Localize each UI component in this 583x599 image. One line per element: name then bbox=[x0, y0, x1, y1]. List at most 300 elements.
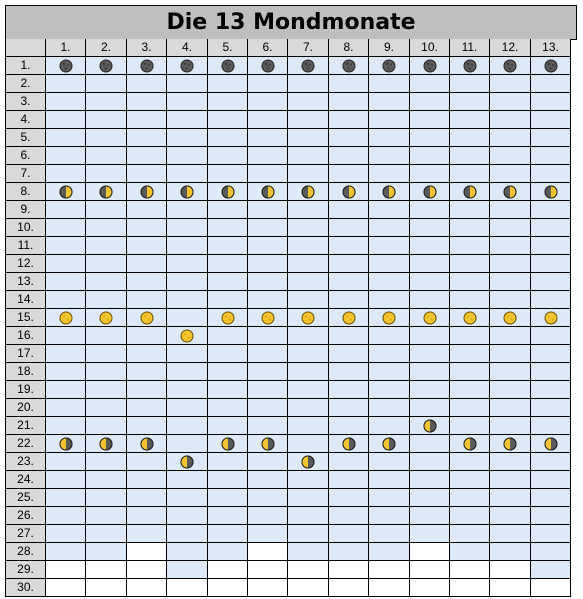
day-cell[interactable] bbox=[248, 327, 288, 345]
day-cell[interactable] bbox=[86, 57, 127, 75]
day-cell[interactable] bbox=[86, 183, 127, 201]
day-cell[interactable] bbox=[531, 309, 571, 327]
day-cell[interactable] bbox=[329, 75, 369, 93]
day-cell[interactable] bbox=[248, 543, 288, 561]
day-cell[interactable] bbox=[410, 561, 450, 579]
day-cell[interactable] bbox=[248, 309, 288, 327]
day-cell[interactable] bbox=[410, 273, 450, 291]
day-cell[interactable] bbox=[450, 471, 490, 489]
day-cell[interactable] bbox=[248, 489, 288, 507]
day-cell[interactable] bbox=[248, 201, 288, 219]
day-cell[interactable] bbox=[46, 273, 86, 291]
day-cell[interactable] bbox=[288, 147, 329, 165]
day-cell[interactable] bbox=[490, 489, 531, 507]
day-cell[interactable] bbox=[46, 471, 86, 489]
day-cell[interactable] bbox=[127, 273, 167, 291]
day-cell[interactable] bbox=[167, 579, 208, 597]
day-cell[interactable] bbox=[86, 471, 127, 489]
day-cell[interactable] bbox=[248, 57, 288, 75]
day-cell[interactable] bbox=[369, 309, 410, 327]
day-cell[interactable] bbox=[531, 255, 571, 273]
day-cell[interactable] bbox=[329, 453, 369, 471]
day-cell[interactable] bbox=[167, 417, 208, 435]
day-cell[interactable] bbox=[329, 381, 369, 399]
day-cell[interactable] bbox=[248, 579, 288, 597]
day-cell[interactable] bbox=[410, 507, 450, 525]
day-cell[interactable] bbox=[369, 219, 410, 237]
day-cell[interactable] bbox=[127, 399, 167, 417]
day-cell[interactable] bbox=[329, 93, 369, 111]
day-cell[interactable] bbox=[490, 57, 531, 75]
day-cell[interactable] bbox=[86, 345, 127, 363]
day-cell[interactable] bbox=[450, 255, 490, 273]
day-cell[interactable] bbox=[127, 561, 167, 579]
day-cell[interactable] bbox=[369, 93, 410, 111]
day-cell[interactable] bbox=[410, 93, 450, 111]
day-cell[interactable] bbox=[248, 111, 288, 129]
day-cell[interactable] bbox=[531, 381, 571, 399]
day-cell[interactable] bbox=[288, 75, 329, 93]
day-cell[interactable] bbox=[369, 435, 410, 453]
day-cell[interactable] bbox=[450, 525, 490, 543]
day-cell[interactable] bbox=[86, 507, 127, 525]
day-cell[interactable] bbox=[167, 363, 208, 381]
day-cell[interactable] bbox=[369, 579, 410, 597]
day-cell[interactable] bbox=[288, 471, 329, 489]
day-cell[interactable] bbox=[167, 255, 208, 273]
day-cell[interactable] bbox=[167, 471, 208, 489]
day-cell[interactable] bbox=[531, 579, 571, 597]
day-cell[interactable] bbox=[531, 111, 571, 129]
day-cell[interactable] bbox=[410, 291, 450, 309]
day-cell[interactable] bbox=[450, 111, 490, 129]
day-cell[interactable] bbox=[127, 525, 167, 543]
day-cell[interactable] bbox=[369, 345, 410, 363]
day-cell[interactable] bbox=[127, 381, 167, 399]
day-cell[interactable] bbox=[531, 417, 571, 435]
day-cell[interactable] bbox=[329, 147, 369, 165]
day-cell[interactable] bbox=[531, 543, 571, 561]
day-cell[interactable] bbox=[208, 327, 248, 345]
day-cell[interactable] bbox=[450, 147, 490, 165]
day-cell[interactable] bbox=[167, 435, 208, 453]
day-cell[interactable] bbox=[288, 219, 329, 237]
day-cell[interactable] bbox=[410, 255, 450, 273]
day-cell[interactable] bbox=[450, 345, 490, 363]
day-cell[interactable] bbox=[248, 525, 288, 543]
day-cell[interactable] bbox=[288, 345, 329, 363]
day-cell[interactable] bbox=[288, 543, 329, 561]
day-cell[interactable] bbox=[490, 363, 531, 381]
day-cell[interactable] bbox=[127, 471, 167, 489]
day-cell[interactable] bbox=[531, 129, 571, 147]
day-cell[interactable] bbox=[86, 399, 127, 417]
day-cell[interactable] bbox=[86, 273, 127, 291]
day-cell[interactable] bbox=[369, 273, 410, 291]
day-cell[interactable] bbox=[86, 111, 127, 129]
day-cell[interactable] bbox=[450, 543, 490, 561]
day-cell[interactable] bbox=[450, 579, 490, 597]
day-cell[interactable] bbox=[490, 579, 531, 597]
day-cell[interactable] bbox=[450, 309, 490, 327]
day-cell[interactable] bbox=[490, 111, 531, 129]
day-cell[interactable] bbox=[531, 525, 571, 543]
day-cell[interactable] bbox=[248, 471, 288, 489]
day-cell[interactable] bbox=[86, 129, 127, 147]
day-cell[interactable] bbox=[46, 129, 86, 147]
day-cell[interactable] bbox=[208, 57, 248, 75]
day-cell[interactable] bbox=[369, 417, 410, 435]
day-cell[interactable] bbox=[127, 453, 167, 471]
day-cell[interactable] bbox=[490, 561, 531, 579]
day-cell[interactable] bbox=[369, 471, 410, 489]
day-cell[interactable] bbox=[127, 309, 167, 327]
day-cell[interactable] bbox=[490, 201, 531, 219]
day-cell[interactable] bbox=[46, 183, 86, 201]
day-cell[interactable] bbox=[329, 183, 369, 201]
day-cell[interactable] bbox=[450, 507, 490, 525]
day-cell[interactable] bbox=[248, 255, 288, 273]
day-cell[interactable] bbox=[86, 453, 127, 471]
day-cell[interactable] bbox=[531, 183, 571, 201]
day-cell[interactable] bbox=[450, 453, 490, 471]
day-cell[interactable] bbox=[127, 111, 167, 129]
day-cell[interactable] bbox=[208, 219, 248, 237]
day-cell[interactable] bbox=[46, 543, 86, 561]
day-cell[interactable] bbox=[490, 291, 531, 309]
day-cell[interactable] bbox=[208, 165, 248, 183]
day-cell[interactable] bbox=[248, 219, 288, 237]
day-cell[interactable] bbox=[46, 525, 86, 543]
day-cell[interactable] bbox=[369, 75, 410, 93]
day-cell[interactable] bbox=[329, 435, 369, 453]
day-cell[interactable] bbox=[167, 543, 208, 561]
day-cell[interactable] bbox=[46, 381, 86, 399]
day-cell[interactable] bbox=[86, 381, 127, 399]
day-cell[interactable] bbox=[410, 219, 450, 237]
day-cell[interactable] bbox=[46, 93, 86, 111]
day-cell[interactable] bbox=[410, 381, 450, 399]
day-cell[interactable] bbox=[531, 453, 571, 471]
day-cell[interactable] bbox=[369, 183, 410, 201]
day-cell[interactable] bbox=[450, 183, 490, 201]
day-cell[interactable] bbox=[46, 507, 86, 525]
day-cell[interactable] bbox=[329, 471, 369, 489]
day-cell[interactable] bbox=[127, 435, 167, 453]
day-cell[interactable] bbox=[86, 489, 127, 507]
day-cell[interactable] bbox=[167, 525, 208, 543]
day-cell[interactable] bbox=[410, 327, 450, 345]
day-cell[interactable] bbox=[86, 309, 127, 327]
day-cell[interactable] bbox=[450, 201, 490, 219]
day-cell[interactable] bbox=[531, 471, 571, 489]
day-cell[interactable] bbox=[329, 489, 369, 507]
day-cell[interactable] bbox=[369, 363, 410, 381]
day-cell[interactable] bbox=[410, 453, 450, 471]
day-cell[interactable] bbox=[208, 489, 248, 507]
day-cell[interactable] bbox=[531, 507, 571, 525]
day-cell[interactable] bbox=[490, 93, 531, 111]
day-cell[interactable] bbox=[167, 399, 208, 417]
day-cell[interactable] bbox=[167, 183, 208, 201]
day-cell[interactable] bbox=[450, 291, 490, 309]
day-cell[interactable] bbox=[248, 507, 288, 525]
day-cell[interactable] bbox=[86, 561, 127, 579]
day-cell[interactable] bbox=[369, 327, 410, 345]
day-cell[interactable] bbox=[531, 291, 571, 309]
day-cell[interactable] bbox=[208, 201, 248, 219]
day-cell[interactable] bbox=[288, 435, 329, 453]
day-cell[interactable] bbox=[86, 435, 127, 453]
day-cell[interactable] bbox=[531, 57, 571, 75]
day-cell[interactable] bbox=[46, 255, 86, 273]
day-cell[interactable] bbox=[46, 165, 86, 183]
day-cell[interactable] bbox=[288, 327, 329, 345]
day-cell[interactable] bbox=[127, 507, 167, 525]
day-cell[interactable] bbox=[127, 183, 167, 201]
day-cell[interactable] bbox=[531, 147, 571, 165]
day-cell[interactable] bbox=[46, 147, 86, 165]
day-cell[interactable] bbox=[410, 489, 450, 507]
day-cell[interactable] bbox=[329, 399, 369, 417]
day-cell[interactable] bbox=[208, 75, 248, 93]
day-cell[interactable] bbox=[167, 237, 208, 255]
day-cell[interactable] bbox=[531, 201, 571, 219]
day-cell[interactable] bbox=[288, 453, 329, 471]
day-cell[interactable] bbox=[167, 111, 208, 129]
day-cell[interactable] bbox=[288, 201, 329, 219]
day-cell[interactable] bbox=[288, 111, 329, 129]
day-cell[interactable] bbox=[531, 93, 571, 111]
day-cell[interactable] bbox=[248, 183, 288, 201]
day-cell[interactable] bbox=[86, 165, 127, 183]
day-cell[interactable] bbox=[288, 507, 329, 525]
day-cell[interactable] bbox=[167, 93, 208, 111]
day-cell[interactable] bbox=[288, 417, 329, 435]
day-cell[interactable] bbox=[490, 255, 531, 273]
day-cell[interactable] bbox=[531, 273, 571, 291]
day-cell[interactable] bbox=[369, 561, 410, 579]
day-cell[interactable] bbox=[208, 507, 248, 525]
day-cell[interactable] bbox=[167, 75, 208, 93]
day-cell[interactable] bbox=[329, 219, 369, 237]
day-cell[interactable] bbox=[450, 417, 490, 435]
day-cell[interactable] bbox=[329, 291, 369, 309]
day-cell[interactable] bbox=[127, 327, 167, 345]
day-cell[interactable] bbox=[248, 381, 288, 399]
day-cell[interactable] bbox=[329, 507, 369, 525]
day-cell[interactable] bbox=[46, 579, 86, 597]
day-cell[interactable] bbox=[167, 507, 208, 525]
day-cell[interactable] bbox=[288, 255, 329, 273]
day-cell[interactable] bbox=[450, 399, 490, 417]
day-cell[interactable] bbox=[167, 273, 208, 291]
day-cell[interactable] bbox=[410, 183, 450, 201]
day-cell[interactable] bbox=[450, 129, 490, 147]
day-cell[interactable] bbox=[46, 309, 86, 327]
day-cell[interactable] bbox=[490, 453, 531, 471]
day-cell[interactable] bbox=[369, 525, 410, 543]
day-cell[interactable] bbox=[288, 273, 329, 291]
day-cell[interactable] bbox=[208, 381, 248, 399]
day-cell[interactable] bbox=[288, 237, 329, 255]
day-cell[interactable] bbox=[329, 129, 369, 147]
day-cell[interactable] bbox=[410, 579, 450, 597]
day-cell[interactable] bbox=[369, 165, 410, 183]
day-cell[interactable] bbox=[208, 399, 248, 417]
day-cell[interactable] bbox=[531, 237, 571, 255]
day-cell[interactable] bbox=[127, 291, 167, 309]
day-cell[interactable] bbox=[208, 579, 248, 597]
day-cell[interactable] bbox=[410, 345, 450, 363]
day-cell[interactable] bbox=[248, 273, 288, 291]
day-cell[interactable] bbox=[329, 327, 369, 345]
day-cell[interactable] bbox=[369, 381, 410, 399]
day-cell[interactable] bbox=[369, 111, 410, 129]
day-cell[interactable] bbox=[248, 129, 288, 147]
day-cell[interactable] bbox=[490, 507, 531, 525]
day-cell[interactable] bbox=[127, 147, 167, 165]
day-cell[interactable] bbox=[127, 93, 167, 111]
day-cell[interactable] bbox=[450, 327, 490, 345]
day-cell[interactable] bbox=[329, 417, 369, 435]
day-cell[interactable] bbox=[208, 525, 248, 543]
day-cell[interactable] bbox=[369, 129, 410, 147]
day-cell[interactable] bbox=[490, 435, 531, 453]
day-cell[interactable] bbox=[248, 165, 288, 183]
day-cell[interactable] bbox=[46, 291, 86, 309]
day-cell[interactable] bbox=[450, 561, 490, 579]
day-cell[interactable] bbox=[127, 489, 167, 507]
day-cell[interactable] bbox=[410, 147, 450, 165]
day-cell[interactable] bbox=[167, 165, 208, 183]
day-cell[interactable] bbox=[490, 471, 531, 489]
day-cell[interactable] bbox=[490, 327, 531, 345]
day-cell[interactable] bbox=[248, 561, 288, 579]
day-cell[interactable] bbox=[410, 471, 450, 489]
day-cell[interactable] bbox=[127, 255, 167, 273]
day-cell[interactable] bbox=[410, 543, 450, 561]
day-cell[interactable] bbox=[490, 309, 531, 327]
day-cell[interactable] bbox=[167, 291, 208, 309]
day-cell[interactable] bbox=[46, 561, 86, 579]
day-cell[interactable] bbox=[248, 93, 288, 111]
day-cell[interactable] bbox=[208, 363, 248, 381]
day-cell[interactable] bbox=[86, 543, 127, 561]
day-cell[interactable] bbox=[288, 309, 329, 327]
day-cell[interactable] bbox=[329, 525, 369, 543]
day-cell[interactable] bbox=[490, 399, 531, 417]
day-cell[interactable] bbox=[208, 255, 248, 273]
day-cell[interactable] bbox=[490, 219, 531, 237]
day-cell[interactable] bbox=[167, 201, 208, 219]
day-cell[interactable] bbox=[329, 363, 369, 381]
day-cell[interactable] bbox=[167, 453, 208, 471]
day-cell[interactable] bbox=[46, 417, 86, 435]
day-cell[interactable] bbox=[86, 75, 127, 93]
day-cell[interactable] bbox=[450, 219, 490, 237]
day-cell[interactable] bbox=[248, 399, 288, 417]
day-cell[interactable] bbox=[410, 165, 450, 183]
day-cell[interactable] bbox=[490, 525, 531, 543]
day-cell[interactable] bbox=[450, 489, 490, 507]
day-cell[interactable] bbox=[86, 237, 127, 255]
day-cell[interactable] bbox=[450, 237, 490, 255]
day-cell[interactable] bbox=[410, 363, 450, 381]
day-cell[interactable] bbox=[208, 543, 248, 561]
day-cell[interactable] bbox=[288, 579, 329, 597]
day-cell[interactable] bbox=[127, 201, 167, 219]
day-cell[interactable] bbox=[410, 57, 450, 75]
day-cell[interactable] bbox=[248, 237, 288, 255]
day-cell[interactable] bbox=[208, 183, 248, 201]
day-cell[interactable] bbox=[127, 579, 167, 597]
day-cell[interactable] bbox=[490, 345, 531, 363]
day-cell[interactable] bbox=[531, 345, 571, 363]
day-cell[interactable] bbox=[46, 489, 86, 507]
day-cell[interactable] bbox=[490, 543, 531, 561]
day-cell[interactable] bbox=[288, 183, 329, 201]
day-cell[interactable] bbox=[46, 57, 86, 75]
day-cell[interactable] bbox=[248, 345, 288, 363]
day-cell[interactable] bbox=[490, 273, 531, 291]
day-cell[interactable] bbox=[127, 237, 167, 255]
day-cell[interactable] bbox=[450, 435, 490, 453]
day-cell[interactable] bbox=[167, 147, 208, 165]
day-cell[interactable] bbox=[288, 561, 329, 579]
day-cell[interactable] bbox=[490, 75, 531, 93]
day-cell[interactable] bbox=[450, 93, 490, 111]
day-cell[interactable] bbox=[329, 579, 369, 597]
day-cell[interactable] bbox=[86, 291, 127, 309]
day-cell[interactable] bbox=[329, 111, 369, 129]
day-cell[interactable] bbox=[127, 75, 167, 93]
day-cell[interactable] bbox=[490, 417, 531, 435]
day-cell[interactable] bbox=[288, 381, 329, 399]
day-cell[interactable] bbox=[531, 327, 571, 345]
day-cell[interactable] bbox=[208, 111, 248, 129]
day-cell[interactable] bbox=[86, 201, 127, 219]
day-cell[interactable] bbox=[208, 345, 248, 363]
day-cell[interactable] bbox=[410, 237, 450, 255]
day-cell[interactable] bbox=[46, 75, 86, 93]
day-cell[interactable] bbox=[410, 111, 450, 129]
day-cell[interactable] bbox=[167, 309, 208, 327]
day-cell[interactable] bbox=[490, 165, 531, 183]
day-cell[interactable] bbox=[369, 147, 410, 165]
day-cell[interactable] bbox=[329, 255, 369, 273]
day-cell[interactable] bbox=[46, 363, 86, 381]
day-cell[interactable] bbox=[490, 147, 531, 165]
day-cell[interactable] bbox=[208, 453, 248, 471]
day-cell[interactable] bbox=[369, 489, 410, 507]
day-cell[interactable] bbox=[208, 93, 248, 111]
day-cell[interactable] bbox=[127, 219, 167, 237]
day-cell[interactable] bbox=[46, 345, 86, 363]
day-cell[interactable] bbox=[531, 489, 571, 507]
day-cell[interactable] bbox=[208, 273, 248, 291]
day-cell[interactable] bbox=[410, 399, 450, 417]
day-cell[interactable] bbox=[329, 345, 369, 363]
day-cell[interactable] bbox=[46, 453, 86, 471]
day-cell[interactable] bbox=[127, 363, 167, 381]
day-cell[interactable] bbox=[369, 255, 410, 273]
day-cell[interactable] bbox=[410, 309, 450, 327]
day-cell[interactable] bbox=[410, 201, 450, 219]
day-cell[interactable] bbox=[329, 201, 369, 219]
day-cell[interactable] bbox=[450, 363, 490, 381]
day-cell[interactable] bbox=[127, 417, 167, 435]
